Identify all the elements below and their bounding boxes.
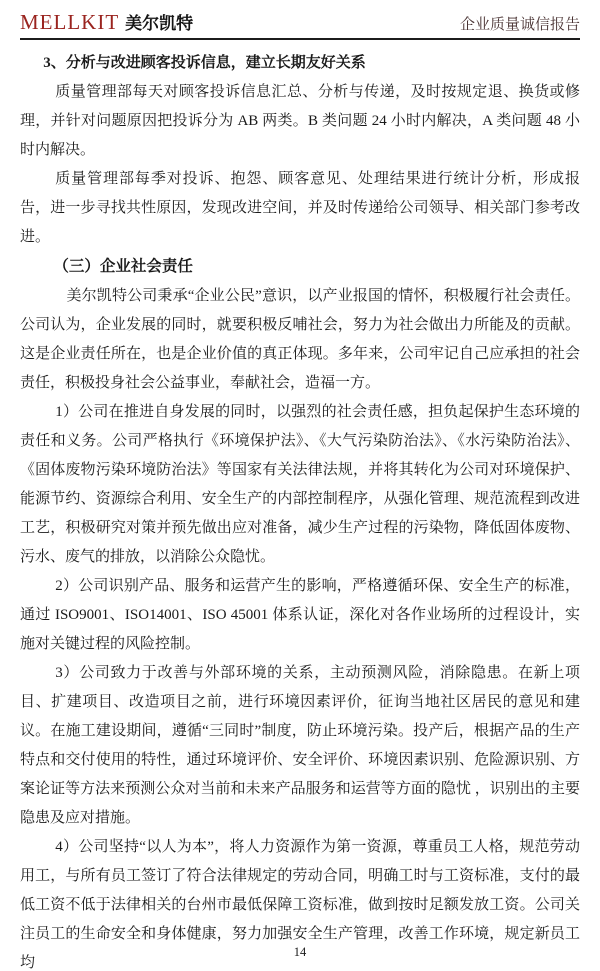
heading-complaint-analysis: 3、分析与改进顾客投诉信息，建立长期友好关系 (43, 55, 366, 71)
paragraph-csr-item-1-environment: 1）公司在推进自身发展的同时，以强烈的社会责任感，担负起保护生态环境的责任和义务。公司严格执行《环境保护法》、《大气污染防治法》、《水污染防治法》、《固体废物污染环境防治法》等国家有关法律法规，并将其转化为公司对环境保护、能源节约、资源综合利用、安全生产的内部控制程序，从强化管理、规范流程到改进工艺，积极研究对策并预先做出应对准备，减少生产过程的污染物，降低固体废物、污水、废气的排放，以消除公众隐忧。 (20, 404, 580, 565)
page-header (20, 0, 580, 40)
document-body (20, 40, 580, 971)
report-title: 企业质量诚信报告 (459, 17, 580, 33)
paragraph-csr-item-3-risk-prediction: 3）公司致力于改善与外部环境的关系，主动预测风险，消除隐患。在新上项目、扩建项目、改造项目之前，进行环境因素评价，征询当地社区居民的意见和建议。在施工建设期间，遵循“三同时”制度，防止环境污染。投产后，根据产品的生产特点和交付使用的特性，通过环境评价、安全评价、环境因素识别、危险源识别、方案论证等方法来预测公众对当前和未来产品服务和运营等方面的隐忧 ，识别出的主要隐患及应对措施。 (20, 665, 580, 826)
logo-chinese-text: 美尔凯特 (125, 14, 194, 33)
paragraph-csr-intro: 美尔凯特公司秉承“企业公民”意识，以产业报国的情怀，积极履行社会责任。公司认为，企业发展的同时，就要积极反哺社会，努力为社会做出力所能及的贡献。这是企业责任所在，也是企业价值的真正体现。多年来，公司牢记自己应承担的社会责任，积极投身社会公益事业，奉献社会，造福一方。 (20, 288, 580, 391)
heading-corporate-social-responsibility: （三）企业社会责任 (53, 258, 193, 275)
page-number: 14 (293, 945, 307, 959)
paragraph-complaints-daily: 质量管理部每天对顾客投诉信息汇总、分析与传递，及时按规定退、换货或修理，并针对问题原因把投诉分为 AB 两类。B 类问题 24 小时内解决，A 类问题 48 小时内解决。 (20, 84, 580, 158)
paragraph-csr-item-4-employees: 4）公司坚持“以人为本”，将人力资源作为第一资源，尊重员工人格，规范劳动用工，与所有员工签订了符合法律规定的劳动合同，明确工时与工资标准，支付的最低工资不低于法律相关的台州市最低保障工资标准，做到按时足额发放工资。公司关注员工的生命安全和身体健康，努力加强安全生产管理，改善工作环境，规定新员工均 (20, 839, 580, 971)
paragraph-complaints-quarterly: 质量管理部每季对投诉、抱怨、顾客意见、处理结果进行统计分析，形成报告，进一步寻找共性原因，发现改进空间，并及时传递给公司领导、相关部门参考改进。 (20, 171, 580, 245)
company-logo (20, 9, 193, 35)
logo-latin-text: MELLKIT (20, 10, 120, 34)
paragraph-csr-item-2-certification: 2）公司识别产品、服务和运营产生的影响，严格遵循环保、安全生产的标准，通过 ISO9001、ISO14001、ISO 45001 体系认证，深化对各作业场所的过程设计，实施对关键过程的风险控制。 (20, 578, 580, 652)
